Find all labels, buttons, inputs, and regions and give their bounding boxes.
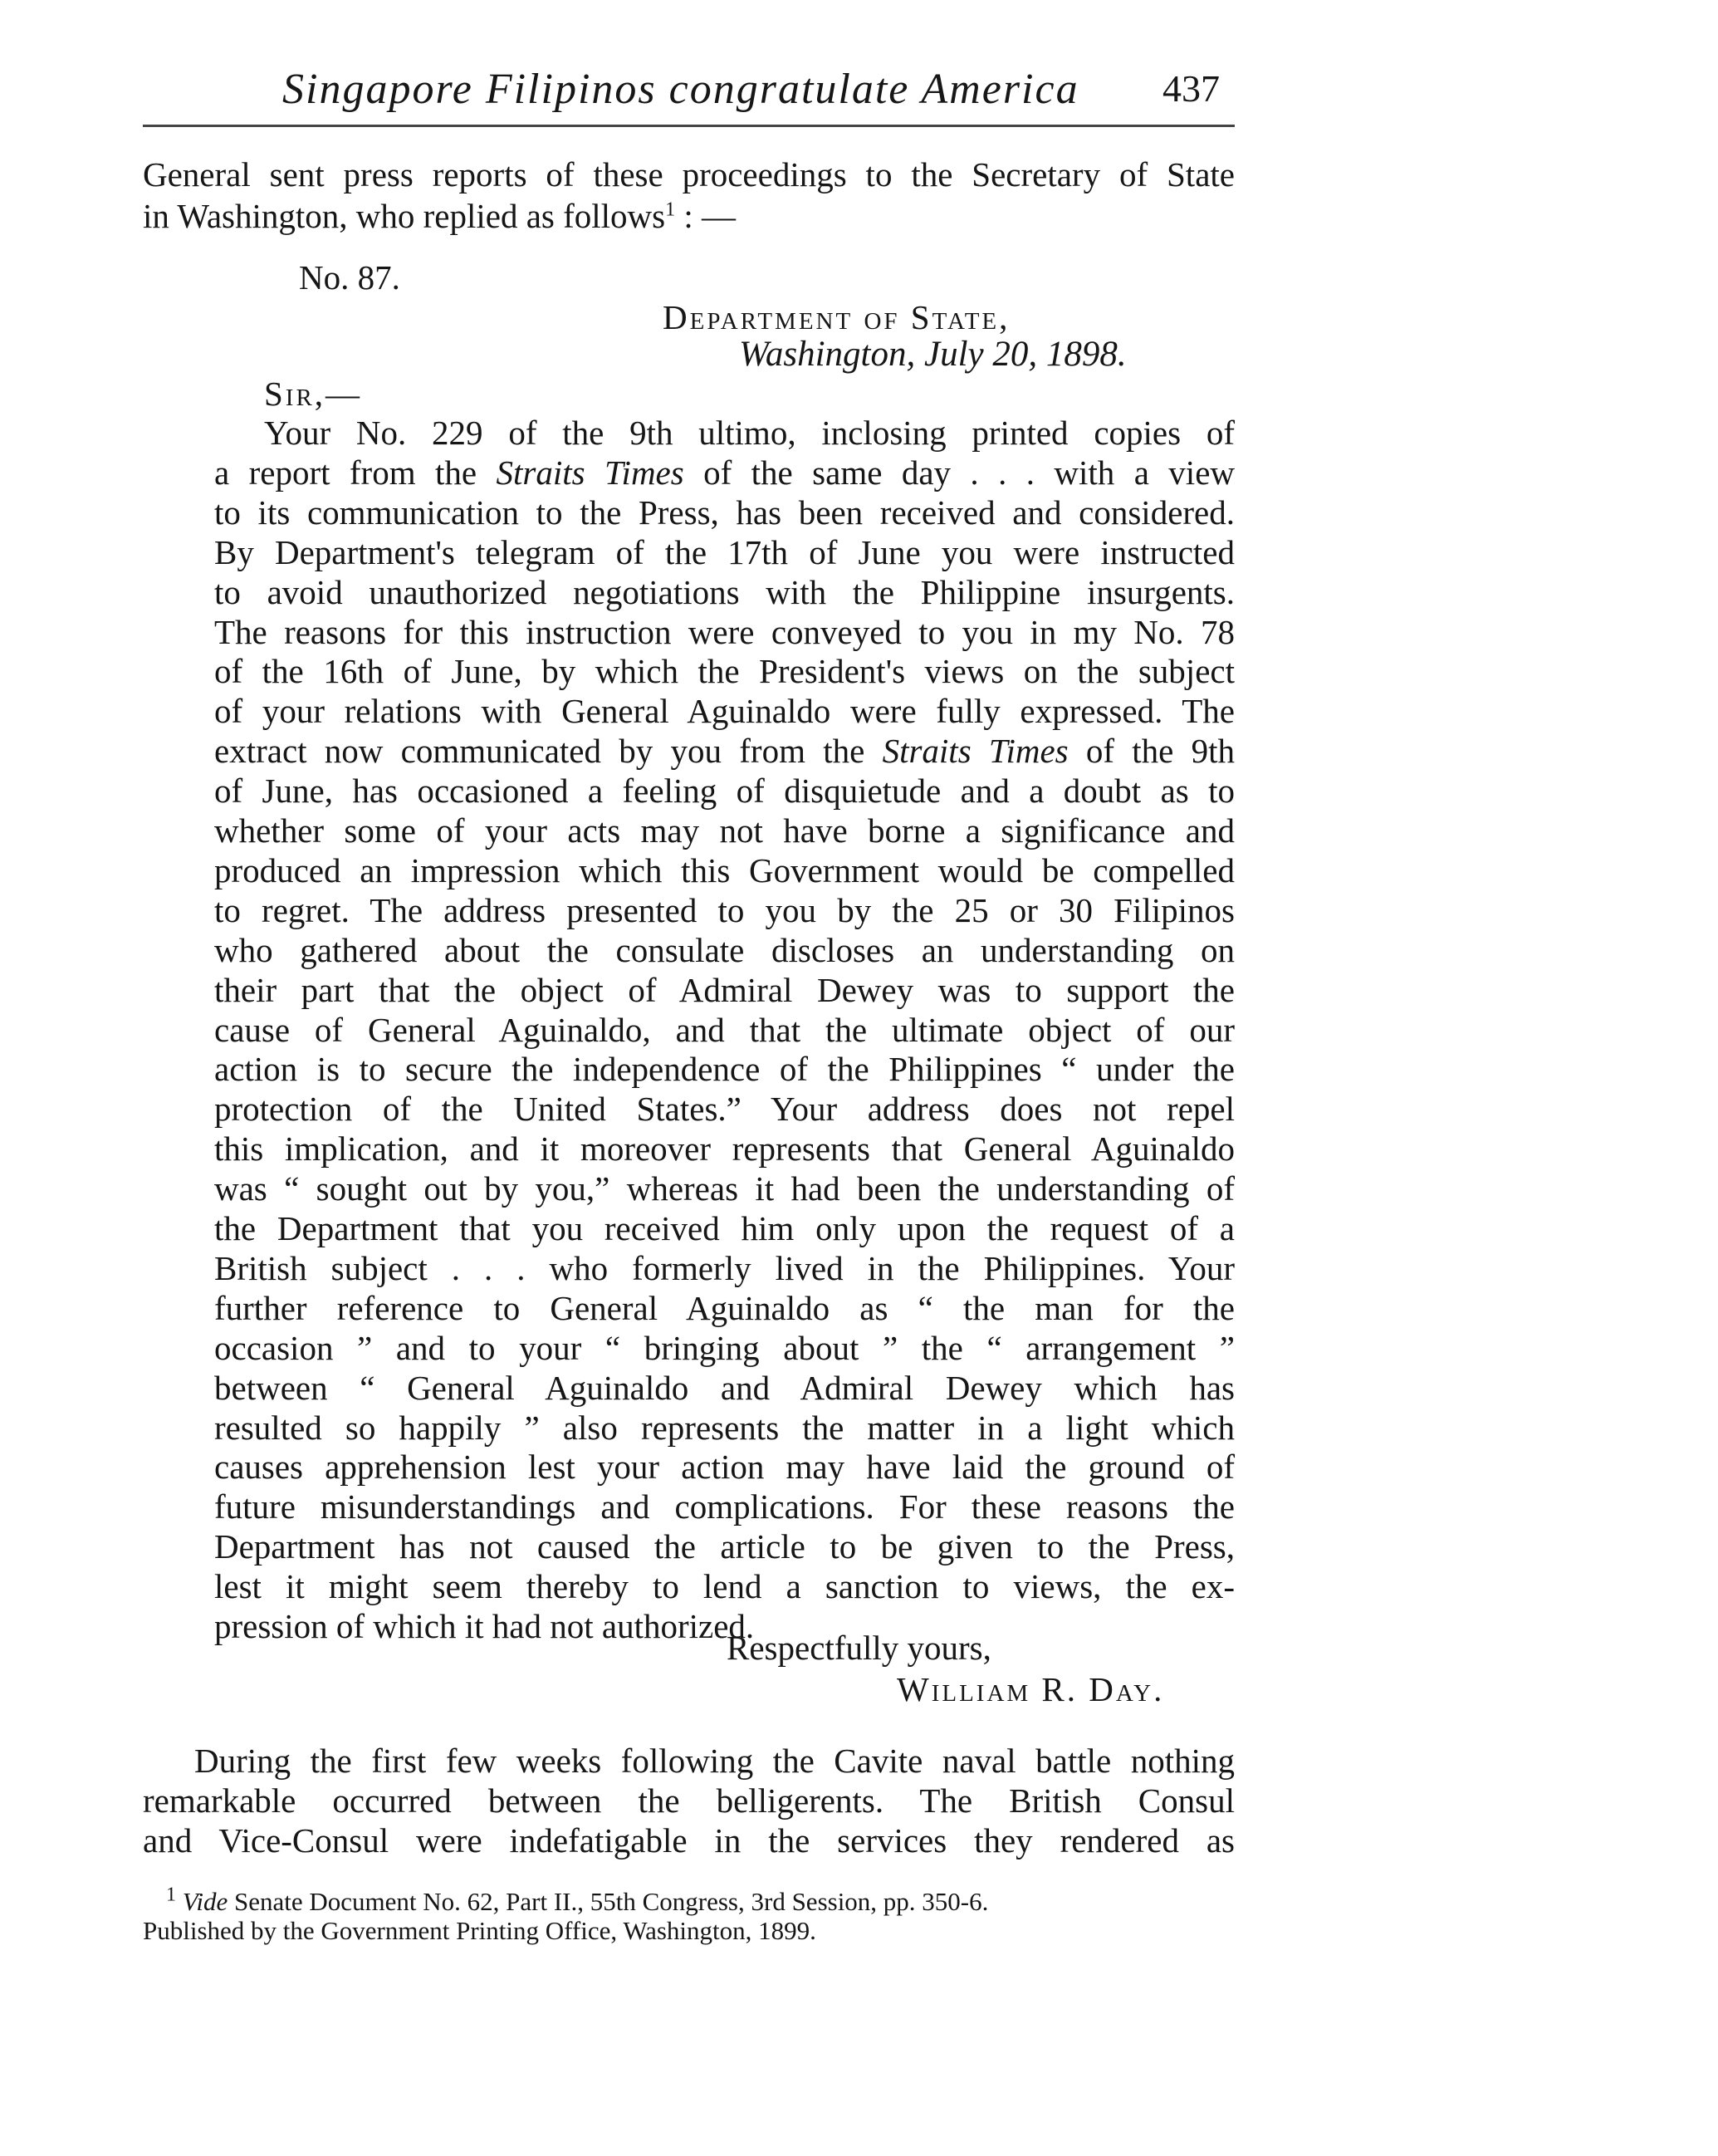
- newspaper-title: Straits Times: [882, 732, 1069, 770]
- intro-line-2: [143, 196, 1235, 236]
- letter-body-line: whether some of your acts may not have borne a significance and: [214, 811, 1235, 850]
- letter-place-date-text: Washington, July 20, 1898.: [739, 335, 1127, 374]
- after-letter-line: and Vice-Consul were indefatigable in the services they rendered as: [143, 1821, 1235, 1860]
- letter-body-line: to regret. The address presented to you by the 25 or 30 Filipinos: [214, 891, 1235, 929]
- letter-body-line: their part that the object of Admiral Dewey was to support the: [214, 971, 1235, 1009]
- letter-body-line: British subject . . . who formerly lived in the Philippines. Your: [214, 1249, 1235, 1287]
- letter-body-line: of your relations with General Aguinaldo were fully expressed. The: [214, 692, 1235, 730]
- letter-body-line: pression of which it had not authorized.: [214, 1607, 755, 1645]
- letter-body-line: produced an impression which this Government would be compelled: [214, 851, 1235, 889]
- page-number: 437: [1162, 67, 1220, 110]
- letter-body-line: future misunderstandings and complications. For these reasons the: [214, 1487, 1235, 1526]
- letter-signature: William R. Day.: [897, 1670, 1165, 1708]
- newspaper-title: Straits Times: [496, 453, 684, 492]
- letter-body-line: By Department's telegram of the 17th of June you were instructed: [214, 533, 1235, 571]
- header-rule: [143, 125, 1235, 127]
- letter-body-line: protection of the United States.” Your address does not repel: [214, 1090, 1235, 1128]
- letter-department: Department of State,: [663, 298, 1011, 336]
- letter-salutation: Sir,—: [264, 375, 363, 413]
- footnote-mark: 1: [166, 1884, 176, 1906]
- letter-number: No. 87.: [299, 258, 400, 296]
- letter-body-line: Department has not caused the article to be given to the Press,: [214, 1527, 1235, 1566]
- letter-body-line: lest it might seem thereby to lend a sanction to views, the ex-: [214, 1567, 1235, 1605]
- letter-body-line: cause of General Aguinaldo, and that the ultimate object of our: [214, 1011, 1235, 1049]
- letter-body-line: of June, has occasioned a feeling of disquietude and a doubt as to: [214, 772, 1235, 810]
- letter-body-line: causes apprehension lest your action may have laid the ground of: [214, 1448, 1235, 1486]
- footnote-reference-mark: 1: [665, 198, 676, 221]
- after-letter-line: remarkable occurred between the belligerents. The British Consul: [143, 1781, 1235, 1820]
- letter-body-line: resulted so happily ” also represents the matter in a light which: [214, 1409, 1235, 1447]
- letter-body-line: occasion ” and to your “ bringing about ” the “ arrangement ”: [214, 1329, 1235, 1367]
- intro-line-1: General sent press reports of these proceedings to the Secretary of State: [143, 155, 1235, 194]
- letter-body-line: Your No. 229 of the 9th ultimo, inclosing printed copies of: [264, 414, 1235, 452]
- letter-body-line: to its communication to the Press, has been received and considered.: [214, 493, 1235, 532]
- footnote-line-1-text: Senate Document No. 62, Part II., 55th Congress, 3rd Session, pp. 350-6.: [234, 1887, 989, 1916]
- letter-body-line: between “ General Aguinaldo and Admiral Dewey which has: [214, 1369, 1235, 1407]
- running-head-title: Singapore Filipinos congratulate America: [282, 66, 1079, 113]
- intro-line-2-trailing: : —: [683, 197, 736, 235]
- letter-body-line: was “ sought out by you,” whereas it had been the understanding of: [214, 1169, 1235, 1208]
- intro-line-2-text: in Washington, who replied as follows: [143, 197, 666, 235]
- letter-body-line: the Department that you received him only upon the request of a: [214, 1209, 1235, 1247]
- letter-body-line: who gathered about the consulate discloses an understanding on: [214, 931, 1235, 969]
- letter-body-line: action is to secure the independence of the Philippines “ under the: [214, 1050, 1235, 1088]
- letter-body-line: extract now communicated by you from the Straits Times of the 9th: [214, 732, 1236, 770]
- letter-place-date: [739, 335, 1127, 375]
- after-letter-line: During the first few weeks following the Cavite naval battle nothing: [194, 1742, 1235, 1780]
- letter-body-line: of the 16th of June, by which the President's views on the subject: [214, 652, 1235, 690]
- footnote-line-1: [166, 1884, 1235, 1916]
- letter-closing: Respectfully yours,: [727, 1629, 991, 1667]
- letter-body-line: to avoid unauthorized negotiations with the Philippine insurgents.: [214, 573, 1235, 611]
- footnote-line-2: Published by the Government Printing Office, Washington, 1899.: [143, 1916, 816, 1945]
- letter-body-line: a report from the Straits Times of the same day . . . with a view: [214, 453, 1235, 492]
- letter-body-line: this implication, and it moreover represents that General Aguinaldo: [214, 1129, 1235, 1168]
- footnote-vide: Vide: [182, 1887, 228, 1916]
- letter-body-line: further reference to General Aguinaldo as “ the man for the: [214, 1289, 1235, 1327]
- letter-body-line: The reasons for this instruction were conveyed to you in my No. 78: [214, 613, 1235, 651]
